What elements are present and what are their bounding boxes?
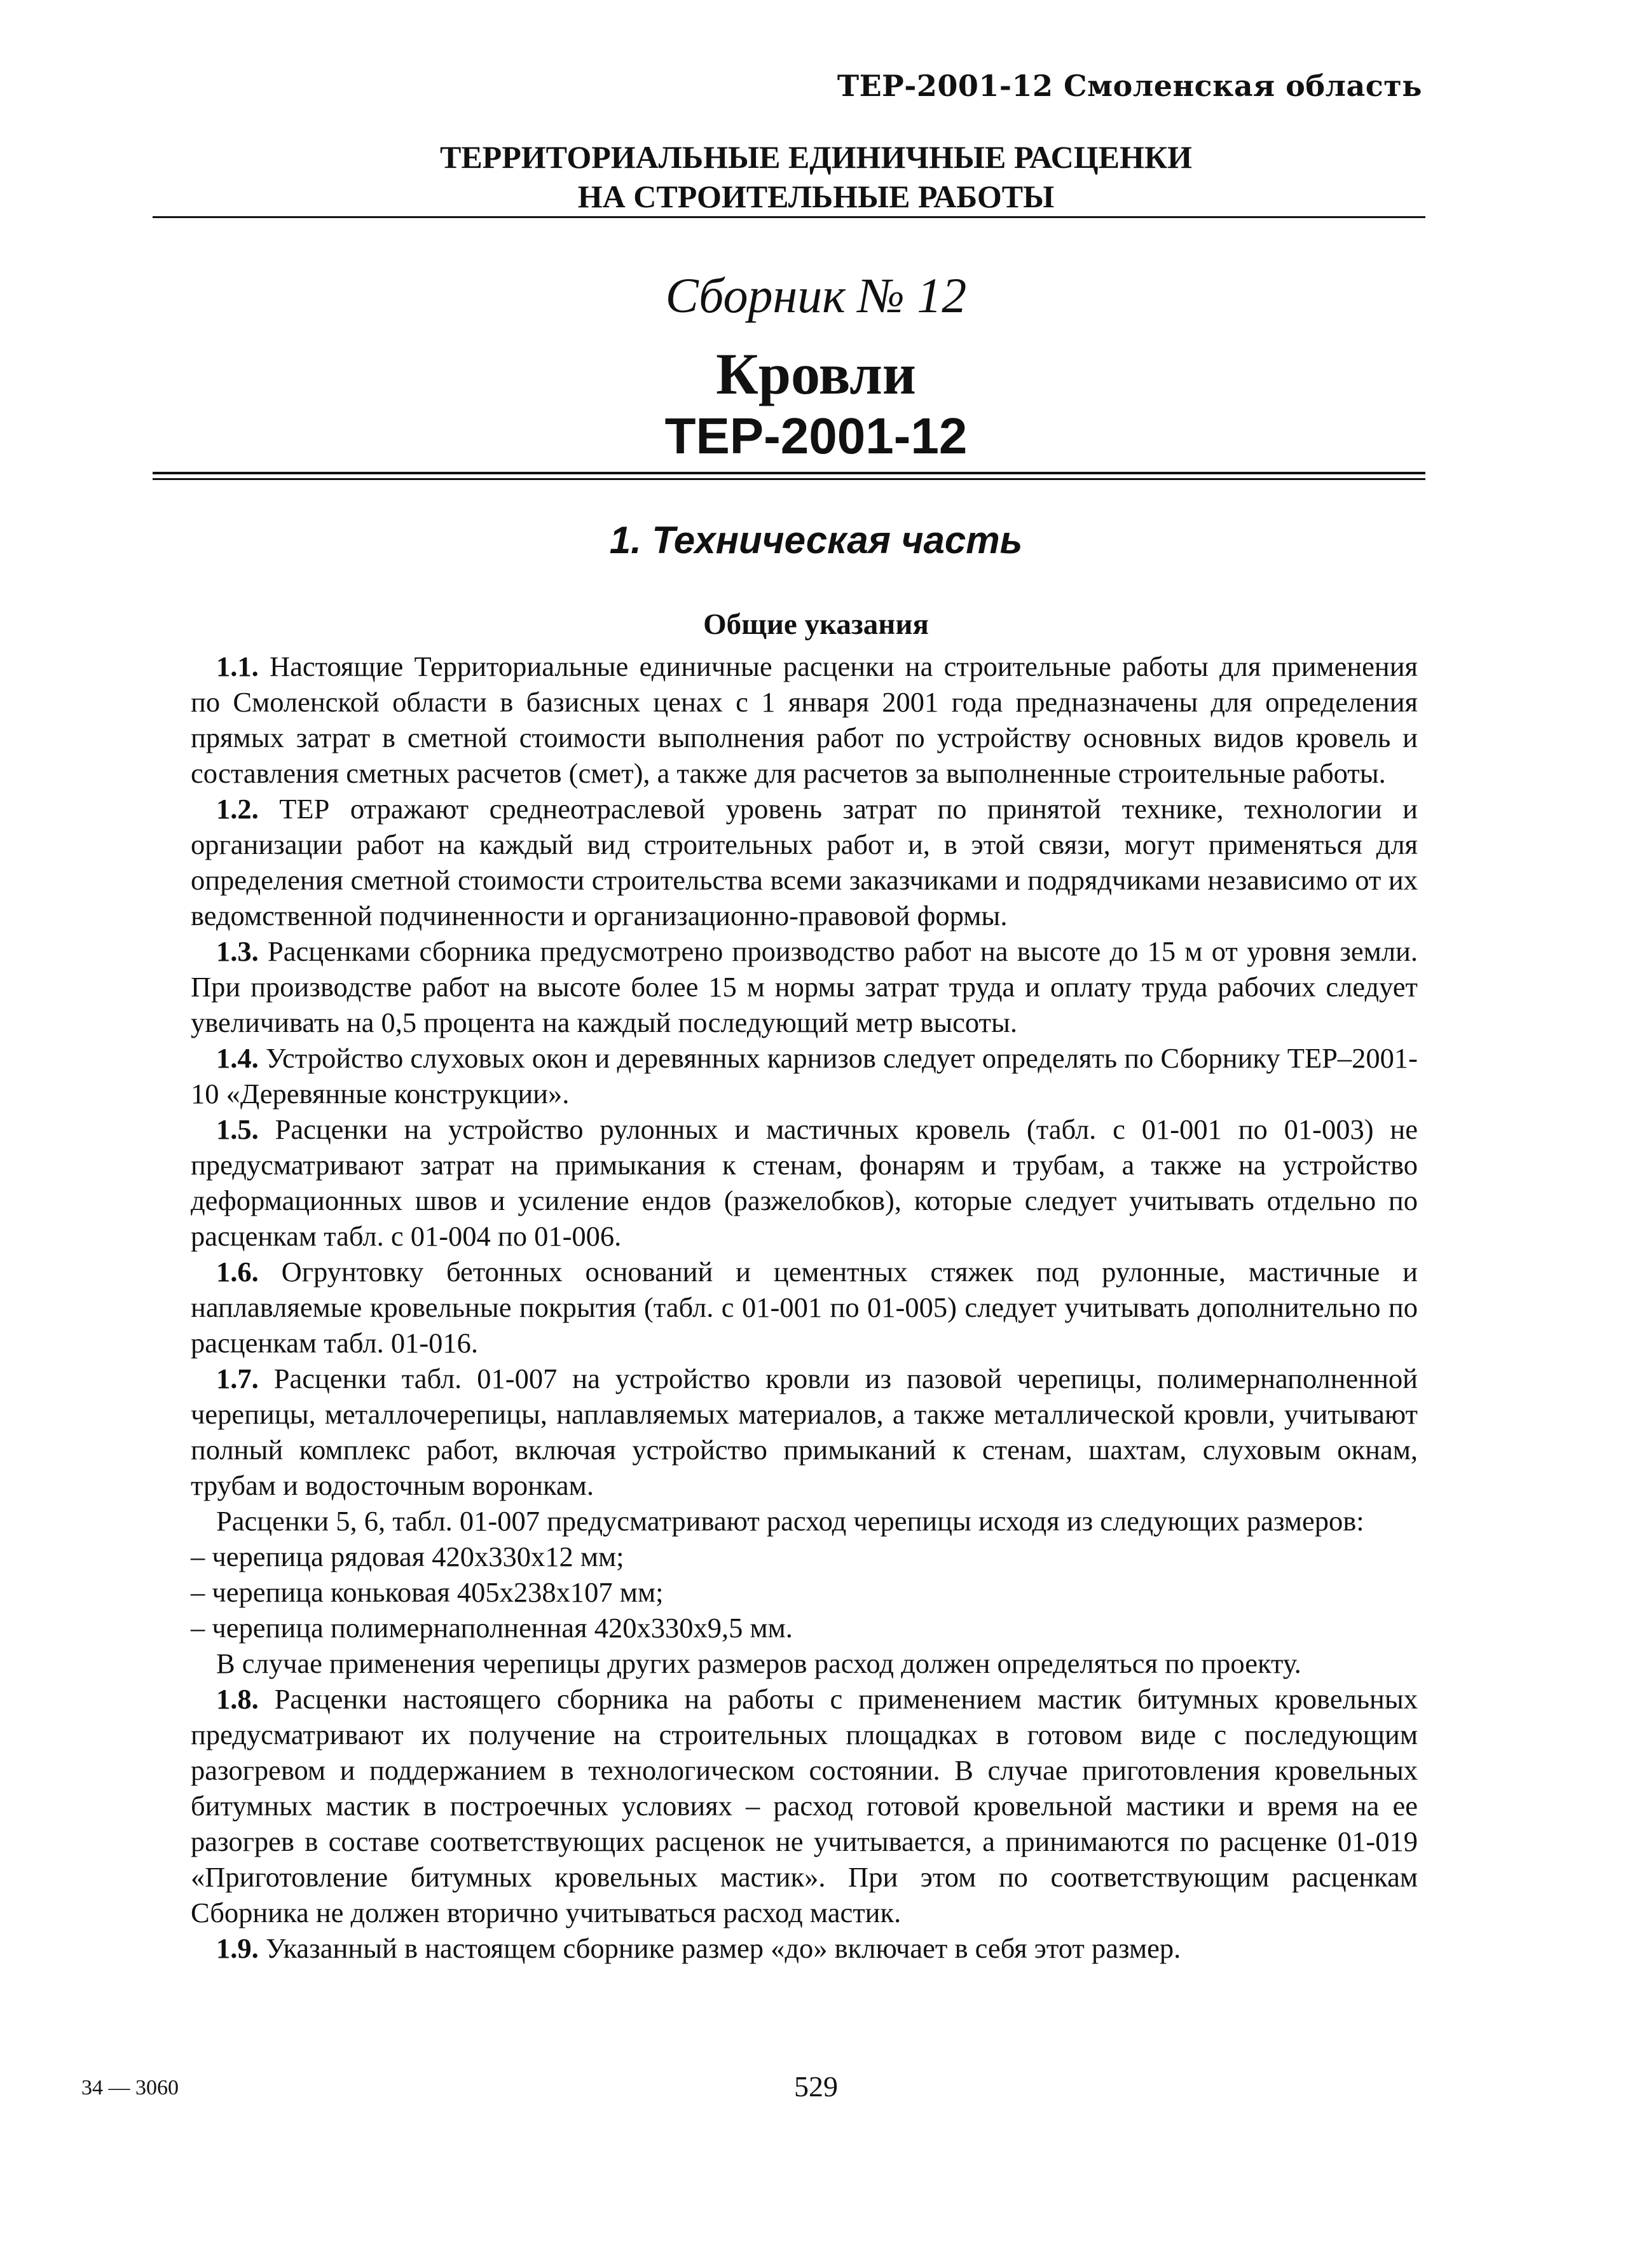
header-divider <box>153 216 1425 218</box>
paragraph-text: ТЕР отражают среднеотраслевой уровень затрат по принятой технике, технологии и организации работ на каждый вид строительных работ и, в этой связи, могут применяться для определения сметной стоимости строительства всеми заказчиками и подрядчиками независимо от их ведомственной подчиненности и организационно-правовой формы. <box>191 793 1418 931</box>
collection-divider-top <box>153 472 1425 474</box>
paragraph-number: 1.1. <box>216 650 259 682</box>
collection-name: Кровли <box>716 341 916 406</box>
paragraph-number: 1.5. <box>216 1113 259 1145</box>
running-header: ТЕР-2001-12 Смоленская область <box>837 69 1422 103</box>
collection-number: Сборник № 12 <box>665 268 967 323</box>
paragraph-text: Расценками сборника предусмотрено производство работ на высоте до 15 м от уровня земли. При производстве работ на высоте более 15 м нормы затрат труда и оплату труда рабочих следует увеличивать на 0,5 процента на каждый последующий метр высоты. <box>191 935 1418 1038</box>
paragraph-tile-sizes <box>191 1503 1418 1539</box>
print-mark: 34 — 3060 <box>81 2076 179 2100</box>
paragraph-number: 1.8. <box>216 1683 259 1715</box>
section-heading: 1. Техническая часть <box>609 519 1023 561</box>
section-subheading: Общие указания <box>703 608 929 641</box>
paragraph-1-2 <box>191 791 1418 933</box>
paragraph-number: 1.6. <box>216 1256 259 1288</box>
paragraph-text: Указанный в настоящем сборнике размер «до» включает в себя этот размер. <box>258 1932 1181 1964</box>
paragraph-1-1 <box>191 649 1418 791</box>
paragraph-1-3 <box>191 933 1418 1040</box>
list-item: – черепица коньковая 405х238х107 мм; <box>191 1576 664 1608</box>
paragraph-text: Расценки табл. 01-007 на устройство кровли из пазовой черепицы, полимернаполненной черепицы, металлочерепицы, наплавляемых материалов, а также металлической кровли, учитывают полный комплекс работ, включая устройство примыканий к стенам, шахтам, слуховым окнам, трубам и водосточным воронкам. <box>191 1363 1418 1501</box>
paragraph-text: Настоящие Территориальные единичные расценки на строительные работы для применения по Смоленской области в базисных ценах с 1 января 2001 года предназначены для определения прямых затрат в сметной стоимости выполнения работ по устройству основных видов кровель и составления сметных расчетов (смет), а также для расчетов за выполненные строительные работы. <box>191 650 1418 789</box>
paragraph-other-sizes <box>191 1646 1418 1681</box>
list-item: – черепица рядовая 420х330х12 мм; <box>191 1541 624 1572</box>
collection-divider-bottom <box>153 478 1425 480</box>
paragraph-number: 1.4. <box>216 1042 259 1074</box>
list-item: – черепица полимернаполненная 420х330х9,5 мм. <box>191 1612 793 1644</box>
document-title-line-2: НА СТРОИТЕЛЬНЫЕ РАБОТЫ <box>577 179 1055 214</box>
paragraph-text: Огрунтовку бетонных оснований и цементных стяжек под рулонные, мастичные и наплавляемые кровельные покрытия (табл. с 01-001 по 01-005) следует учитывать дополнительно по расценкам табл. 01-016. <box>191 1256 1418 1359</box>
paragraph-text: Расценки настоящего сборника на работы с применением мастик битумных кровельных предусматривают их получение на строительных площадках в готовом виде с последующим разогревом и поддержанием в технологическом состоянии. В случае приготовления кровельных битумных мастик в построечных условиях – расход готовой кровельной мастики и время на ее разогрев в составе соответствующих расценок не учитывается, а принимаются по расценке 01-019 «Приготовление битумных кровельных мастик». При этом по соответствующим расценкам Сборника не должен вторично учитываться расход мастик. <box>191 1683 1418 1928</box>
paragraph-number: 1.7. <box>216 1363 259 1394</box>
paragraph-1-6 <box>191 1254 1418 1361</box>
page-number: 529 <box>794 2070 838 2103</box>
body-text <box>191 649 1418 1966</box>
paragraph-number: 1.3. <box>216 935 259 967</box>
paragraph-number: 1.9. <box>216 1932 259 1964</box>
document-title <box>0 137 1632 216</box>
paragraph-1-9 <box>191 1930 1418 1966</box>
paragraph-text: В случае применения черепицы других размеров расход должен определяться по проекту. <box>216 1647 1301 1679</box>
paragraph-1-5 <box>191 1111 1418 1254</box>
paragraph-text: Устройство слуховых окон и деревянных карнизов следует определять по Сборнику ТЕР–2001-10 «Деревянные конструкции». <box>191 1042 1418 1110</box>
paragraph-1-7 <box>191 1361 1418 1503</box>
collection-code: ТЕР-2001-12 <box>664 408 968 464</box>
paragraph-text: Расценки на устройство рулонных и мастичных кровель (табл. с 01-001 по 01-003) не предусматривают затрат на примыкания к стенам, фонарям и трубам, а также на устройство деформационных швов и усиление ендов (разжелобков), которые следует учитывать отдельно по расценкам табл. с 01-004 по 01-006. <box>191 1113 1418 1252</box>
paragraph-text: Расценки 5, 6, табл. 01-007 предусматривают расход черепицы исходя из следующих размеров: <box>216 1505 1364 1537</box>
paragraph-1-8 <box>191 1681 1418 1930</box>
document-title-line-1: ТЕРРИТОРИАЛЬНЫЕ ЕДИНИЧНЫЕ РАСЦЕНКИ <box>439 139 1193 175</box>
paragraph-number: 1.2. <box>216 793 259 825</box>
paragraph-1-4 <box>191 1040 1418 1111</box>
